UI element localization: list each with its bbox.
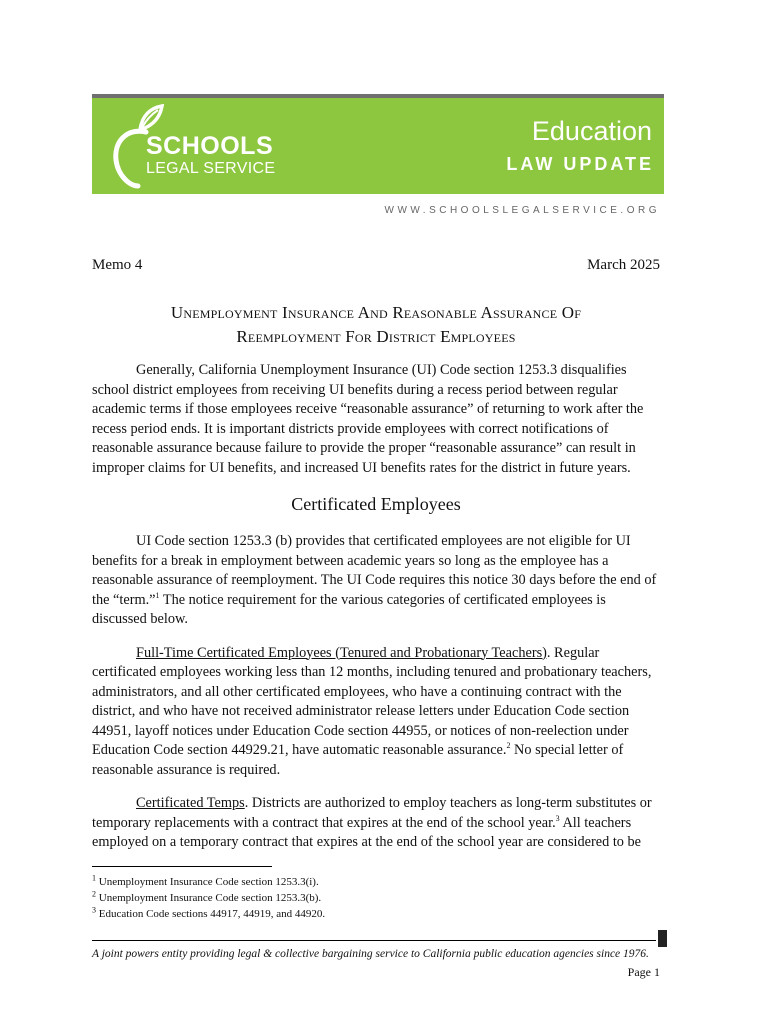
banner-subtitle: LAW UPDATE xyxy=(506,154,654,174)
temps-heading: Certificated Temps xyxy=(136,795,245,811)
header-banner xyxy=(92,98,664,194)
p3-text: Districts are authorized to employ teachers as long-term substitutes or temporary replacements with a contract that expires at the end of the school year. xyxy=(92,795,652,831)
website-link[interactable]: WWW.SCHOOLSLEGALSERVICE.ORG xyxy=(384,205,660,216)
footer-mark xyxy=(658,930,667,947)
memo-number: Memo 4 xyxy=(92,257,143,273)
logo-text-legal-service: LEGAL SERVICE xyxy=(146,160,276,177)
paragraph-temps xyxy=(92,794,660,853)
footnote-num-1: 1 xyxy=(92,873,96,883)
footer-rule xyxy=(92,940,656,941)
footnote-ref-1[interactable]: 1 xyxy=(155,590,160,600)
schools-legal-service-logo xyxy=(106,102,286,190)
footnote-3 xyxy=(92,906,325,922)
section-body xyxy=(92,532,660,853)
footnote-num-2: 2 xyxy=(92,889,96,899)
p2-text-cont: No special letter of reasonable assurance is required. xyxy=(92,742,624,778)
temps-heading-end: . xyxy=(244,795,249,811)
footnote-1 xyxy=(92,874,325,890)
memo-date: March 2025 xyxy=(587,257,660,273)
footnote-2 xyxy=(92,890,325,906)
p1-text-cont: The notice requirement for the various categories of certificated employees is discussed below. xyxy=(92,591,606,627)
footnotes xyxy=(92,874,325,922)
section-heading: Certificated Employees xyxy=(291,494,461,514)
p3-text-cont: All teachers employed on a temporary contract that expires at the end of the school year are considered to be xyxy=(92,814,642,850)
footer-tagline: A joint powers entity providing legal & collective bargaining service to California public education agencies since 1976. xyxy=(92,948,649,960)
paragraph-reasonable-assurance xyxy=(92,532,660,630)
title-line-1: Unemployment Insurance And Reasonable Assurance Of xyxy=(170,303,582,322)
p2-text: Regular certificated employees working less than 12 months, including tenured and probationary teachers, administrators, and all other certificated employees, who have a continuing contract with the district, and who have not received administrator release letters under Education Code section 44951, layoff notices under Education Code section 44955, or notices of non-reelection under Education Code section 44929.21, have automatic reasonable assurance. xyxy=(92,644,652,758)
document-title xyxy=(92,301,660,349)
full-time-heading: Full-Time Certificated Employees (Tenured and Probationary Teachers) xyxy=(136,644,547,661)
footnote-rule xyxy=(92,866,272,867)
banner-title: Education xyxy=(531,116,652,146)
paragraph-full-time xyxy=(92,644,660,781)
footnote-num-3: 3 xyxy=(92,905,96,915)
footnote-text-2: Unemployment Insurance Code section 1253.3(b). xyxy=(96,892,322,904)
footnote-ref-2[interactable]: 2 xyxy=(506,741,511,751)
title-line-2: Reemployment For District Employees xyxy=(236,327,516,346)
page-number: Page 1 xyxy=(627,965,660,979)
footnote-ref-3[interactable]: 3 xyxy=(555,813,560,823)
intro-paragraph: Generally, California Unemployment Insurance (UI) Code section 1253.3 disqualifies school district employees from receiving UI benefits during a recess period between regular academic terms if those employees receive “reasonable assurance” of returning to work after the recess period ends. It is important districts provide employees with correct notifications of reasonable assurance because failure to provide the proper “reasonable assurance” can result in improper claims for UI benefits, and increased UI benefits rates for the district in future years. xyxy=(92,362,644,476)
intro-paragraph-block xyxy=(92,361,660,478)
p1-text: UI Code section 1253.3 (b) provides that certificated employees are not eligible for UI benefits for a break in employment between academic years so long as the employee has a reasonable assurance of reemployment. The UI Code requires this notice 30 days before the end of the “term.” xyxy=(92,533,657,608)
full-time-heading-end: . xyxy=(546,644,551,661)
footnote-text-3: Education Code sections 44917, 44919, and 44920. xyxy=(96,908,326,920)
footnote-text-1: Unemployment Insurance Code section 1253.3(i). xyxy=(96,876,319,888)
logo-text-schools: SCHOOLS xyxy=(146,132,274,160)
